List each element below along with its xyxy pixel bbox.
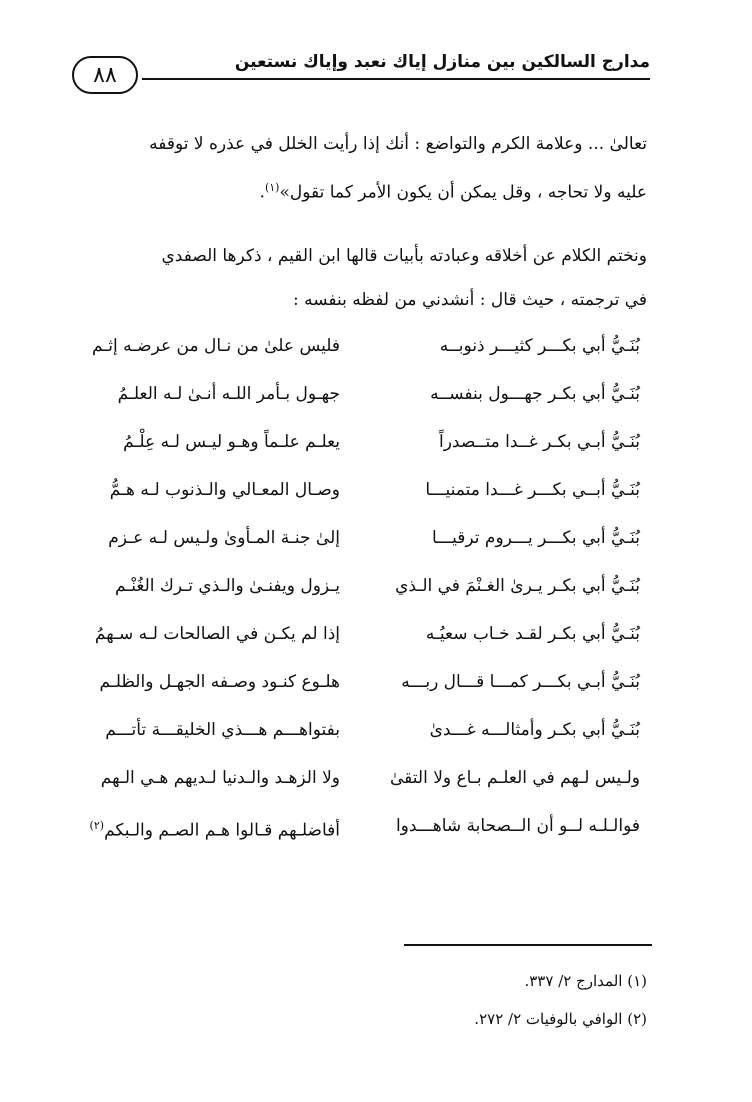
verse <box>70 466 640 514</box>
footnote-2: (٢) الوافي بالوفيات ٢/ ٢٧٢. <box>474 1010 647 1028</box>
verse-first-hemistich: بُنَـيُّ أبـي بكـــر كمـــا قـــال ربـــه <box>401 672 640 692</box>
poem <box>70 322 640 850</box>
verse-first-hemistich: بُنَـيُّ أبي بكـر وأمثالـــه غـــدىٰ <box>429 720 640 740</box>
verse <box>70 322 640 370</box>
verse-second-hemistich: وصـال المعـالي والـذنوب لـه هـمُّ <box>109 480 340 500</box>
verse-first-hemistich: بُنَـيُّ أبي بكـــر يـــروم ترقيـــا <box>432 528 640 548</box>
verse <box>70 754 640 802</box>
page-number: ٨٨ <box>72 56 138 94</box>
paragraph-line: ونختم الكلام عن أخلاقه وعبادته بأبيات قالها ابن القيم ، ذكرها الصفدي <box>161 246 647 266</box>
verse-first-hemistich: بُنَـيُّ أبي بكـر يـرىٰ الغـنْمَ في الـذي <box>395 576 640 596</box>
paragraph-line <box>107 166 647 210</box>
paragraph-quote-end <box>107 122 647 210</box>
verse-first-hemistich: بُنَـيُّ أبي بكـر جهـــول بنفســه <box>430 384 640 404</box>
paragraph-line: في ترجمته ، حيث قال : أنشدني من لفظه بنفسه : <box>292 290 647 310</box>
footnotes <box>87 962 647 1038</box>
verse-second-hemistich: بفتواهـــم هـــذي الخليقـــة تأتـــم <box>105 720 340 740</box>
verse-first-hemistich: بُنَـيُّ أبـي بكـر غــدا متــصدراً <box>438 432 640 452</box>
verse-second-hemistich: يـزول ويفنـىٰ والـذي تـرك الغُنْـم <box>114 576 340 596</box>
verse-first-hemistich: بُنَـيُّ أبــي بكـــر غـــدا متمنيـــا <box>425 480 640 500</box>
verse-second-hemistich: إلىٰ جنـة المـأوىٰ ولـيس لـه عـزم <box>108 528 340 548</box>
verse-first-hemistich: فوالـلـه لــو أن الــصحابة شاهـــدوا <box>395 816 640 836</box>
verse-second-hemistich: جهـول بـأمر اللـه أنـىٰ لـه العلـمُ <box>117 384 340 404</box>
period: . <box>259 182 265 203</box>
verse <box>70 610 640 658</box>
verse <box>70 658 640 706</box>
header-rule <box>142 78 650 80</box>
verse-second-hemistich-text: أفاضلـهم قـالوا هـم الصـم والـبكم <box>104 820 340 841</box>
footnote-ref-2: (٢) <box>89 819 105 832</box>
page-header <box>72 50 650 102</box>
verse-second-hemistich <box>70 802 340 855</box>
paragraph-line-text: عليه ولا تحاجه ، وقل يمكن أن يكون الأمر كما تقول» <box>279 182 647 203</box>
running-title: مدارج السالكين بين منازل إياك نعبد وإياك نستعين <box>234 52 650 72</box>
verse-second-hemistich: ولا الزهـد والـدنيا لـديهم هـي الـهم <box>100 768 340 788</box>
verse <box>70 418 640 466</box>
verse-first-hemistich: بُنَـيُّ أبي بكـر لقـد خـاب سعيُـه <box>425 624 640 644</box>
verse <box>70 706 640 754</box>
verse-first-hemistich: بُنَـيُّ أبي بكـــر كثيـــر ذنوبــه <box>439 336 640 356</box>
paragraph-line: تعالىٰ ... وعلامة الكرم والتواضع : أنك إذا رأيت الخلل في عذره لا توقفه <box>149 134 647 154</box>
verse <box>70 370 640 418</box>
verse <box>70 514 640 562</box>
paragraph-intro-poem <box>107 234 647 322</box>
verse <box>70 802 640 850</box>
verse <box>70 562 640 610</box>
footnote-separator <box>404 944 652 946</box>
footnote-ref-1: (١) <box>264 181 280 194</box>
verse-second-hemistich: فليس علىٰ من نـال من عرضـه إثـم <box>91 336 340 356</box>
verse-second-hemistich: إذا لم يكـن في الصالحات لـه سـهمُ <box>94 624 340 644</box>
footnote-1: (١) المدارج ٢/ ٣٣٧. <box>524 972 647 990</box>
verse-second-hemistich: يعلـم علـماً وهـو ليـس لـه عِلْـمُ <box>123 432 340 452</box>
verse-second-hemistich: هلـوع كنـود وصـفه الجهـل والظلـم <box>99 672 340 692</box>
verse-first-hemistich: ولـيس لـهم في العلـم بـاع ولا التقىٰ <box>390 768 640 788</box>
